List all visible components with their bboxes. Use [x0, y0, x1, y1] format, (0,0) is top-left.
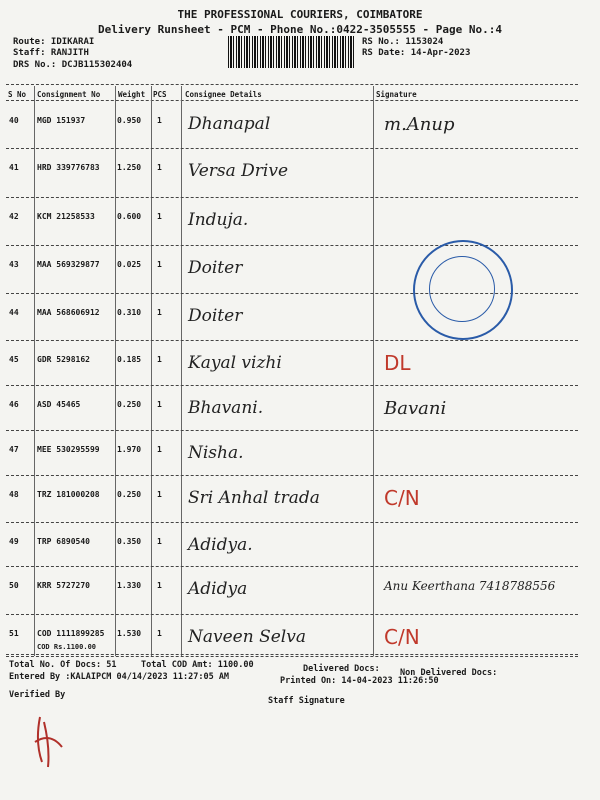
row-weight: 1.970 — [117, 445, 142, 454]
row-sno: 40 — [9, 116, 19, 125]
row-pcs: 1 — [157, 212, 162, 221]
row-consignee: Induja. — [188, 210, 249, 230]
total-docs: Total No. Of Docs: 51 — [9, 660, 117, 670]
drs-number: DRS No.: DCJB115302404 — [13, 60, 133, 70]
column-line — [181, 86, 182, 656]
row-weight: 0.600 — [117, 212, 142, 221]
row-divider — [6, 245, 578, 246]
row-sno: 50 — [9, 581, 19, 590]
row-pcs: 1 — [157, 355, 162, 364]
row-weight: 0.310 — [117, 308, 142, 317]
row-pcs: 1 — [157, 537, 162, 546]
non-delivered-docs: Non Delivered Docs: — [400, 668, 498, 678]
row-consignment: GDR 5298162 — [37, 355, 90, 364]
row-pcs: 1 — [157, 260, 162, 269]
row-consignment: HRD 339776783 — [37, 163, 100, 172]
row-consignee: Doiter — [188, 258, 243, 278]
column-line — [151, 86, 152, 656]
row-weight: 0.025 — [117, 260, 142, 269]
row-sno: 48 — [9, 490, 19, 499]
row-signature: DL — [384, 351, 411, 375]
row-divider — [6, 148, 578, 149]
delivered-docs: Delivered Docs: — [303, 664, 380, 674]
column-line — [34, 86, 35, 656]
staff-signature: Staff Signature — [268, 696, 345, 706]
column-line — [115, 86, 116, 656]
row-sno: 42 — [9, 212, 19, 221]
row-consignment: TRZ 181000208 — [37, 490, 100, 499]
row-weight: 0.185 — [117, 355, 142, 364]
row-divider — [6, 614, 578, 615]
row-weight: 0.950 — [117, 116, 142, 125]
row-divider — [6, 566, 578, 567]
divider — [6, 84, 578, 85]
row-weight: 1.330 — [117, 581, 142, 590]
row-pcs: 1 — [157, 400, 162, 409]
row-signature: Anu Keerthana 7418788556 — [384, 579, 556, 593]
staff: Staff: RANJITH — [13, 48, 89, 58]
company-title: THE PROFESSIONAL COURIERS, COIMBATORE — [177, 8, 423, 21]
rs-date: RS Date: 14-Apr-2023 — [362, 48, 471, 58]
verified-by: Verified By — [9, 690, 66, 700]
row-divider — [6, 475, 578, 476]
row-signature: m.Anup — [384, 114, 455, 135]
row-pcs: 1 — [157, 629, 162, 638]
row-pcs: 1 — [157, 490, 162, 499]
row-weight: 0.250 — [117, 400, 142, 409]
row-sno: 46 — [9, 400, 19, 409]
row-pcs: 1 — [157, 581, 162, 590]
row-consignment: MAA 568606912 — [37, 308, 100, 317]
row-cod-amount: COD Rs.1100.00 — [37, 643, 97, 651]
entered-by: Entered By :KALAIPCM 04/14/2023 11:27:05 AM — [9, 672, 230, 682]
col-signature: Signature — [376, 90, 417, 99]
row-divider — [6, 430, 578, 431]
row-consignment: ASD 45465 — [37, 400, 81, 409]
row-pcs: 1 — [157, 308, 162, 317]
row-consignee: Nisha. — [188, 443, 244, 463]
col-sno: S No — [8, 90, 27, 99]
row-weight: 1.530 — [117, 629, 142, 638]
divider — [6, 656, 578, 657]
row-consignment: MAA 569329877 — [37, 260, 100, 269]
row-sno: 45 — [9, 355, 19, 364]
row-sno: 51 — [9, 629, 19, 638]
row-consignment: KRR 5727270 — [37, 581, 90, 590]
row-sno: 43 — [9, 260, 19, 269]
row-consignee: Doiter — [188, 306, 243, 326]
verifier-signature-icon — [30, 712, 70, 772]
row-consignment: MGD 151937 — [37, 116, 86, 125]
row-consignee: Adidya. — [188, 535, 253, 555]
row-sno: 47 — [9, 445, 19, 454]
col-weight: Weight — [118, 90, 146, 99]
row-consignee: Naveen Selva — [188, 627, 306, 647]
total-cod: Total COD Amt: 1100.00 — [141, 660, 254, 670]
divider — [6, 100, 578, 101]
rs-number: RS No.: 1153024 — [362, 37, 444, 47]
row-consignee: Dhanapal — [188, 114, 271, 134]
row-divider — [6, 340, 578, 341]
row-consignee: Adidya — [188, 579, 248, 599]
row-signature: C/N — [384, 486, 420, 510]
row-consignee: Versa Drive — [188, 161, 289, 181]
row-divider — [6, 654, 578, 655]
row-consignment: TRP 6890540 — [37, 537, 90, 546]
row-consignee: Sri Anhal trada — [188, 488, 320, 508]
row-pcs: 1 — [157, 163, 162, 172]
barcode — [228, 36, 354, 68]
row-signature: C/N — [384, 625, 420, 649]
row-weight: 0.350 — [117, 537, 142, 546]
row-weight: 0.250 — [117, 490, 142, 499]
delivery-stamp-icon — [413, 240, 513, 340]
column-line — [373, 86, 374, 656]
row-weight: 1.250 — [117, 163, 142, 172]
col-consignment: Consignment No — [37, 90, 101, 99]
col-pcs: PCS — [153, 90, 167, 99]
row-pcs: 1 — [157, 116, 162, 125]
row-signature: Bavani — [384, 398, 447, 419]
row-sno: 41 — [9, 163, 19, 172]
row-pcs: 1 — [157, 445, 162, 454]
row-divider — [6, 385, 578, 386]
printed-on: Printed On: 14-04-2023 11:26:50 — [280, 676, 439, 686]
row-consignment: KCM 21258533 — [37, 212, 95, 221]
row-divider — [6, 522, 578, 523]
row-consignee: Bhavani. — [188, 398, 264, 418]
row-sno: 44 — [9, 308, 19, 317]
route: Route: IDIKARAI — [13, 37, 95, 47]
row-divider — [6, 197, 578, 198]
row-consignment: COD 1111899285 — [37, 629, 105, 638]
row-consignee: Kayal vizhi — [188, 353, 282, 373]
row-sno: 49 — [9, 537, 19, 546]
runsheet-title: Delivery Runsheet - PCM - Phone No.:0422-3505555 - Page No.:4 — [98, 23, 502, 36]
row-consignment: MEE 530295599 — [37, 445, 100, 454]
col-consignee: Consignee Details — [185, 90, 262, 99]
